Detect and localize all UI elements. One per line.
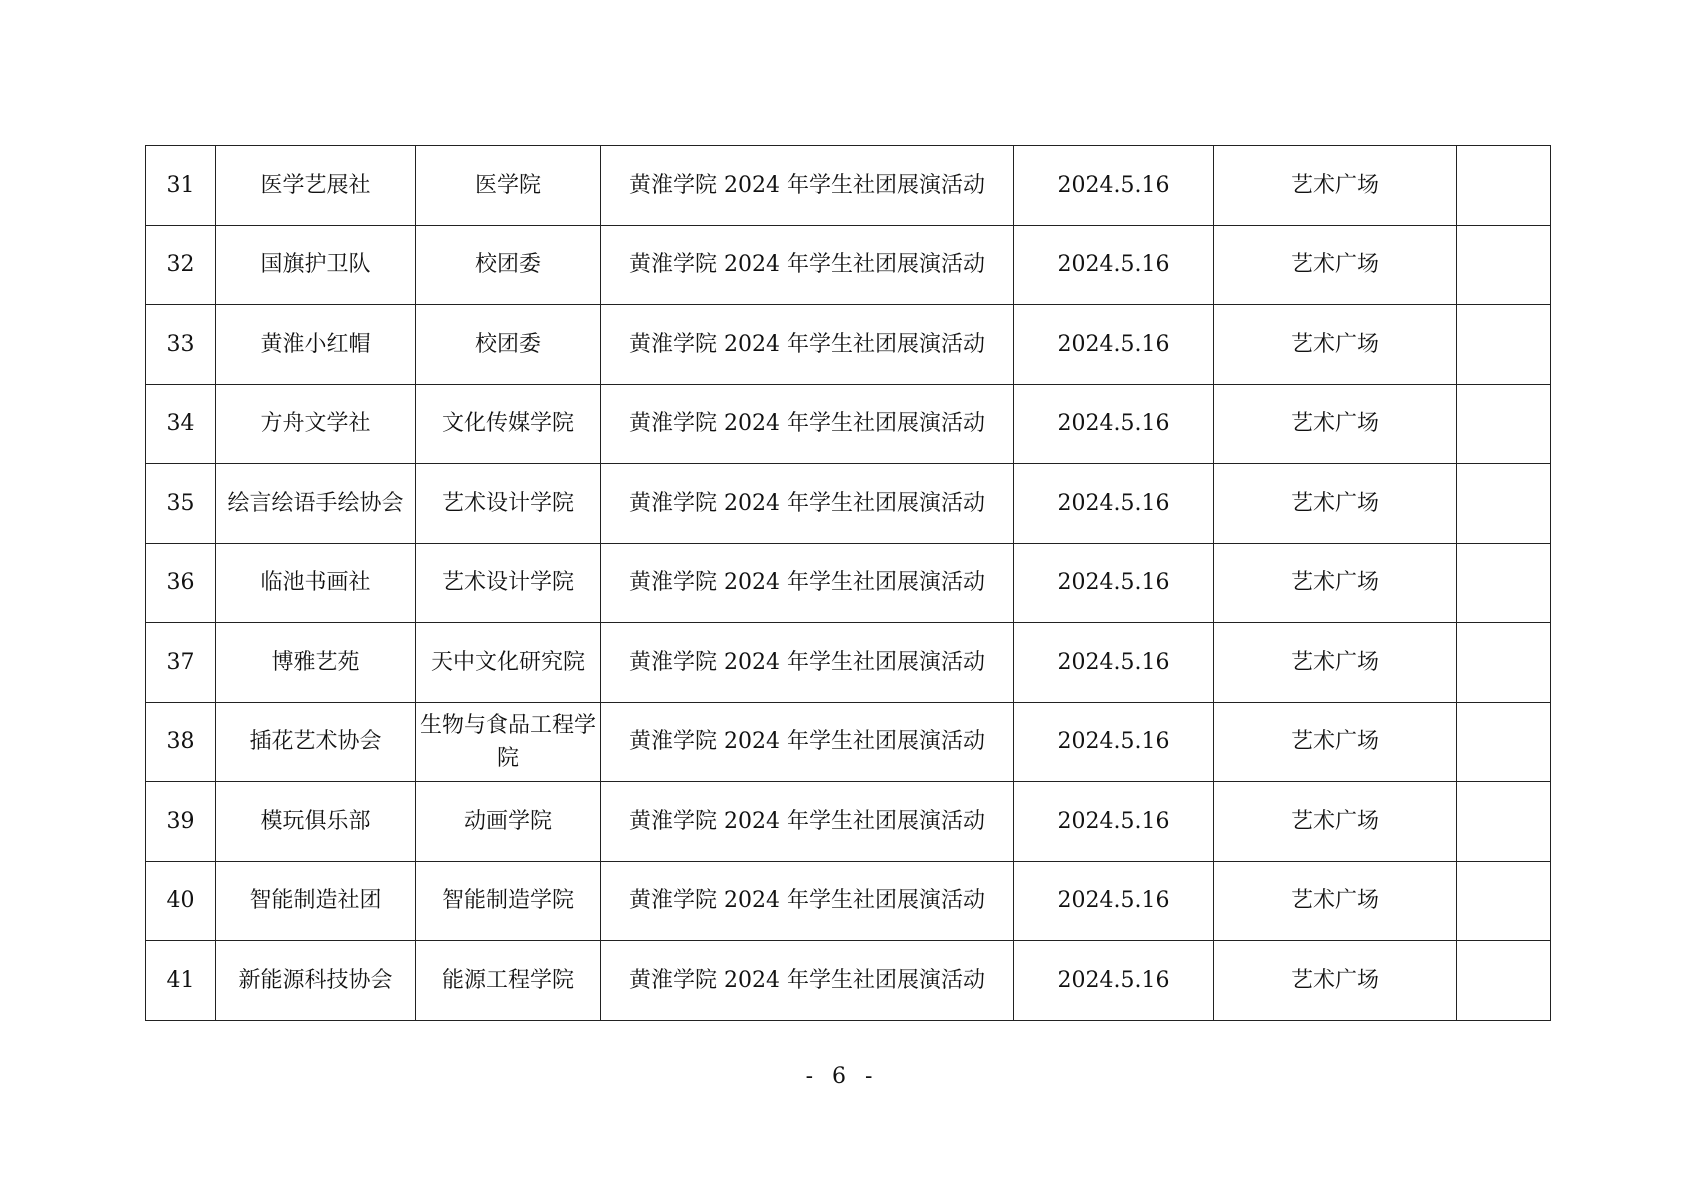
table-row: [146, 941, 1551, 1021]
activity-name-cell: 黄淮学院 2024 年学生社团展演活动: [601, 305, 1014, 385]
location-cell: 艺术广场: [1214, 305, 1457, 385]
date-cell: 2024.5.16: [1014, 702, 1214, 782]
date-cell: 2024.5.16: [1014, 941, 1214, 1021]
date-cell: 2024.5.16: [1014, 305, 1214, 385]
row-index-cell: 38: [146, 702, 216, 782]
row-index-cell: 34: [146, 384, 216, 464]
note-cell: [1457, 941, 1551, 1021]
note-cell: [1457, 464, 1551, 544]
location-cell: 艺术广场: [1214, 623, 1457, 703]
date-cell: 2024.5.16: [1014, 782, 1214, 862]
table-row: [146, 305, 1551, 385]
row-index-cell: 41: [146, 941, 216, 1021]
department-cell: 文化传媒学院: [416, 384, 601, 464]
table-row: [146, 543, 1551, 623]
department-cell: 生物与食品工程学院: [416, 702, 601, 782]
department-cell: 天中文化研究院: [416, 623, 601, 703]
location-cell: 艺术广场: [1214, 702, 1457, 782]
club-name-cell: 绘言绘语手绘协会: [216, 464, 416, 544]
table-row: [146, 861, 1551, 941]
location-cell: 艺术广场: [1214, 543, 1457, 623]
department-cell: 动画学院: [416, 782, 601, 862]
department-cell: 艺术设计学院: [416, 464, 601, 544]
row-index-cell: 37: [146, 623, 216, 703]
department-cell: 校团委: [416, 305, 601, 385]
club-name-cell: 方舟文学社: [216, 384, 416, 464]
note-cell: [1457, 146, 1551, 226]
location-cell: 艺术广场: [1214, 146, 1457, 226]
department-cell: 智能制造学院: [416, 861, 601, 941]
note-cell: [1457, 225, 1551, 305]
row-index-cell: 39: [146, 782, 216, 862]
table-row: [146, 225, 1551, 305]
department-cell: 校团委: [416, 225, 601, 305]
note-cell: [1457, 543, 1551, 623]
club-name-cell: 博雅艺苑: [216, 623, 416, 703]
row-index-cell: 31: [146, 146, 216, 226]
activity-name-cell: 黄淮学院 2024 年学生社团展演活动: [601, 464, 1014, 544]
club-name-cell: 临池书画社: [216, 543, 416, 623]
club-name-cell: 智能制造社团: [216, 861, 416, 941]
activity-name-cell: 黄淮学院 2024 年学生社团展演活动: [601, 146, 1014, 226]
club-name-cell: 插花艺术协会: [216, 702, 416, 782]
date-cell: 2024.5.16: [1014, 225, 1214, 305]
note-cell: [1457, 702, 1551, 782]
activity-name-cell: 黄淮学院 2024 年学生社团展演活动: [601, 543, 1014, 623]
date-cell: 2024.5.16: [1014, 623, 1214, 703]
activity-name-cell: 黄淮学院 2024 年学生社团展演活动: [601, 861, 1014, 941]
row-index-cell: 40: [146, 861, 216, 941]
note-cell: [1457, 384, 1551, 464]
activity-name-cell: 黄淮学院 2024 年学生社团展演活动: [601, 225, 1014, 305]
date-cell: 2024.5.16: [1014, 146, 1214, 226]
activity-name-cell: 黄淮学院 2024 年学生社团展演活动: [601, 623, 1014, 703]
club-name-cell: 新能源科技协会: [216, 941, 416, 1021]
activity-name-cell: 黄淮学院 2024 年学生社团展演活动: [601, 384, 1014, 464]
club-name-cell: 黄淮小红帽: [216, 305, 416, 385]
row-index-cell: 33: [146, 305, 216, 385]
date-cell: 2024.5.16: [1014, 384, 1214, 464]
page-number: - 6 -: [805, 1064, 879, 1089]
activity-name-cell: 黄淮学院 2024 年学生社团展演活动: [601, 702, 1014, 782]
row-index-cell: 36: [146, 543, 216, 623]
row-index-cell: 35: [146, 464, 216, 544]
location-cell: 艺术广场: [1214, 941, 1457, 1021]
table-body: [146, 146, 1551, 1021]
department-cell: 能源工程学院: [416, 941, 601, 1021]
date-cell: 2024.5.16: [1014, 464, 1214, 544]
location-cell: 艺术广场: [1214, 464, 1457, 544]
location-cell: 艺术广场: [1214, 225, 1457, 305]
note-cell: [1457, 861, 1551, 941]
activity-name-cell: 黄淮学院 2024 年学生社团展演活动: [601, 782, 1014, 862]
location-cell: 艺术广场: [1214, 861, 1457, 941]
note-cell: [1457, 623, 1551, 703]
club-name-cell: 模玩俱乐部: [216, 782, 416, 862]
table-row: [146, 464, 1551, 544]
club-activity-table: [145, 145, 1551, 1021]
location-cell: 艺术广场: [1214, 782, 1457, 862]
table-row: [146, 384, 1551, 464]
date-cell: 2024.5.16: [1014, 861, 1214, 941]
location-cell: 艺术广场: [1214, 384, 1457, 464]
activity-name-cell: 黄淮学院 2024 年学生社团展演活动: [601, 941, 1014, 1021]
club-name-cell: 国旗护卫队: [216, 225, 416, 305]
note-cell: [1457, 782, 1551, 862]
department-cell: 医学院: [416, 146, 601, 226]
date-cell: 2024.5.16: [1014, 543, 1214, 623]
table-row: [146, 146, 1551, 226]
table-row: [146, 702, 1551, 782]
department-cell: 艺术设计学院: [416, 543, 601, 623]
row-index-cell: 32: [146, 225, 216, 305]
note-cell: [1457, 305, 1551, 385]
table-row: [146, 623, 1551, 703]
club-name-cell: 医学艺展社: [216, 146, 416, 226]
table-row: [146, 782, 1551, 862]
